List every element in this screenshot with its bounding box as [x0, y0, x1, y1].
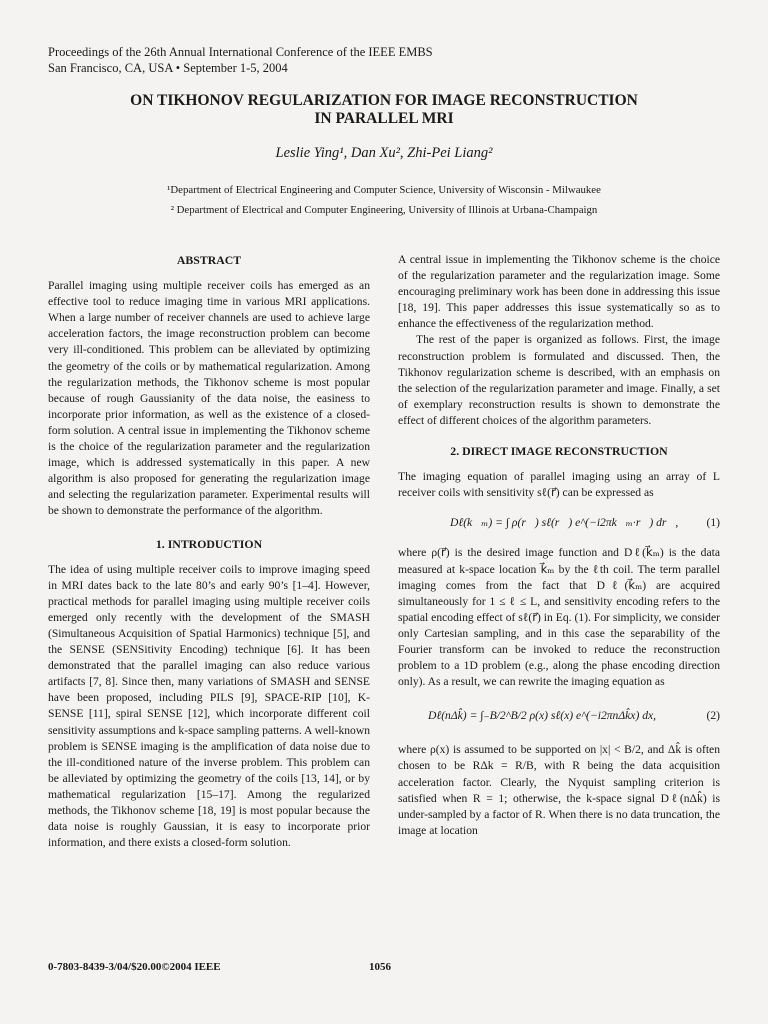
equation-2-body: Dℓ(nΔk̂) = ∫₋B/2^B/2 ρ(x) sℓ(x) e^(−i2πnΔk̂x) dx, [428, 709, 657, 723]
section-2-paragraph-1: The imaging equation of parallel imaging using an array of L receiver coils with sensitivity sℓ(r⃗) can be expressed as [398, 470, 720, 500]
section-2-heading: 2. DIRECT IMAGE RECONSTRUCTION [450, 444, 668, 459]
section-2-paragraph-2: where ρ(r⃗) is the desired image function and Dℓ(k⃗ₘ) is the data measured at k-space location k⃗ₘ by the ℓth coil. The term parallel imaging comes from the fact that Dℓ(k⃗ₘ) are acquired simultaneously for 1 ≤ ℓ ≤ L, and sensitivity encoding refers to the spatial encoding effect of sℓ(r⃗) in Eq. (1). For simplicity, we consider only Cartesian sampling, and in this case the separability of the Fourier transform can be invoked to reduce the reconstruction problem to a 1D problem (e.g., along the phase encoding direction only). As a result, we can rewrite the imaging equation as [398, 546, 720, 689]
abstract-heading: ABSTRACT [176, 253, 242, 267]
title-line-1: ON TIKHONOV REGULARIZATION FOR IMAGE RECONSTRUCTION [130, 92, 638, 109]
introduction-text: The idea of using multiple receiver coils to improve imaging speed in MRI dates back to the late 80’s and early 90’s [1–4]. However, practical methods for parallel imaging using multiple receiver coils emerged only recently with the development of the SMASH (Simultaneous Acquisition of Spatial Harmonics) technique [5], and the SENSE (SENSitivity Encoding) technique [6]. It has been demonstrated that the parallel imaging can also reduce various artifacts [7, 8]. Since then, many variations of SMASH and SENSE have been proposed, including PILS [9], SPACE-RIP [10], K-SENSE [11], spiral SENSE [12], which incorporate different coil sensitivity assumptions and k-space sampling patterns. A well-known problem is SENSE imaging is the amplification of data noise due to the ill-conditioned nature of the inverse problem. This problem can be alleviated by optimizing the geometry of the coils [13, 14], or by mathematical regularization [15–17]. Among the regularized methods, the Tikhonov scheme [18, 19] is most popular because the data noise is roughly Gaussian, it is easy to incorporate prior information, and there exists a closed-form solution. [48, 562, 371, 850]
affiliation-1: ¹Department of Electrical Engineering and Computer Science, University of Wisconsin - Milwaukee [167, 184, 601, 196]
paper-title [0, 92, 768, 128]
page-number: 1056 [369, 961, 391, 973]
proceedings-header [48, 44, 433, 76]
right-column [398, 252, 720, 839]
abstract-text: Parallel imaging using multiple receiver coils has emerged as an effective tool to reduce imaging time in various MRI applications. When a large number of receiver channels are used to achieve large acceleration factors, the image reconstruction problem can become very ill-conditioned. This problem can be alleviated by optimizing the geometry of the coils or by mathematical regularization. Among the regularization methods, the Tikhonov scheme is most popular because of rough Gaussianity of the data noise, the easiness to incorporate prior information, as well as the existence of a closed-form solution. A central issue in implementing the Tikhonov scheme is the choice of the regularization parameter and the regularization image, which is addressed systematically in this paper. A new algorithm is also proposed for generating the regularization image and selecting the regularization parameter. Experimental results will be shown to demonstrate the performance of the algorithm. [48, 279, 370, 518]
author-list: Leslie Ying¹, Dan Xu², Zhi-Pei Liang² [275, 145, 493, 161]
left-column [48, 252, 370, 851]
affiliation-2: ² Department of Electrical and Computer Engineering, University of Illinois at Urbana-Champaign [170, 204, 598, 216]
title-line-2: IN PARALLEL MRI [314, 110, 454, 127]
equation-2 [398, 708, 720, 724]
right-paragraph-2: The rest of the paper is organized as follows. First, the image reconstruction problem is formulated and discussed. Then, the Tikhonov regularization scheme is described, with an emphasis on the selection of the regularization parameter and image. Finally, a set of exemplary reconstruction results is shown to demonstrate the effect of different choices of the algorithm parameters. [398, 333, 720, 427]
equation-1 [398, 515, 720, 531]
equation-1-number: (1) [706, 516, 720, 530]
equation-1-body: Dℓ(k⃗ₘ) = ∫ ρ(r⃗) sℓ(r⃗) e^(−i2πk⃗ₘ·r⃗) dr⃗, [450, 516, 679, 530]
proceedings-line-1: Proceedings of the 26th Annual International Conference of the IEEE EMBS [48, 45, 433, 59]
section-2-paragraph-3: where ρ(x) is assumed to be supported on |x| < B/2, and Δk̂ is often chosen to be RΔk = R/B, with R being the data acquisition acceleration factor. Clearly, the Nyquist sampling criterion is satisfied when R = 1; otherwise, the k-space signal Dℓ(nΔk̂) is under-sampled by a factor of R. When there is no data truncation, the image at location [398, 743, 720, 837]
proceedings-line-2: San Francisco, CA, USA • September 1-5, 2004 [48, 61, 288, 75]
copyright-line: 0-7803-8439-3/04/$20.00©2004 IEEE [48, 961, 221, 973]
introduction-heading: 1. INTRODUCTION [155, 536, 263, 551]
right-paragraph-1: A central issue in implementing the Tikhonov scheme is the choice of the regularization parameter and the regularization image. Some encouraging preliminary work has been done in addressing this issue [18, 19]. This paper addresses this issue systematically so as to enhance the effectiveness of the regularization method. [398, 253, 720, 331]
equation-2-number: (2) [706, 709, 720, 723]
